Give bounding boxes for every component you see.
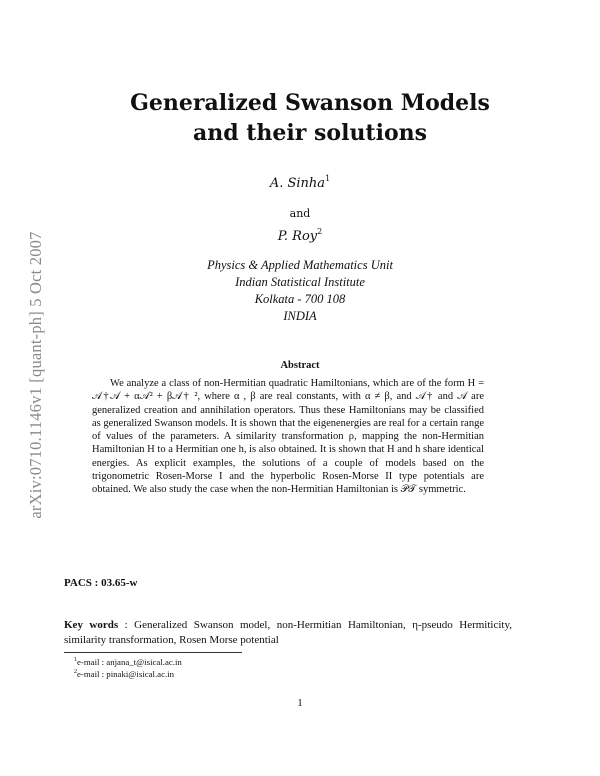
keywords-label: Key words xyxy=(64,619,119,631)
author-1-name: A. Sinha xyxy=(269,176,326,191)
affiliation xyxy=(0,257,600,325)
pacs-code: PACS : 03.65-w xyxy=(64,577,138,589)
title-line-1: Generalized Swanson Models xyxy=(130,90,490,116)
author-2-name: P. Roy xyxy=(277,229,318,244)
abstract-heading: Abstract xyxy=(280,360,320,371)
footnote-2 xyxy=(74,668,182,680)
footnote-1 xyxy=(74,656,182,668)
footnote-mark: 1 xyxy=(74,657,77,663)
affiliation-line: Physics & Applied Mathematics Unit xyxy=(207,258,393,272)
author-2-footnote-mark: 2 xyxy=(317,227,323,236)
affiliation-line: Indian Statistical Institute xyxy=(235,275,365,289)
keywords-text: : Generalized Swanson model, non-Hermitian Hamiltonian, η-pseudo Hermiticity, similarity transformation, Rosen Morse potential xyxy=(64,619,512,646)
paper-title xyxy=(80,88,540,148)
footnote-divider xyxy=(64,652,242,653)
affiliation-line: Kolkata - 700 108 xyxy=(254,292,346,306)
author-1-footnote-mark: 1 xyxy=(325,174,331,183)
footnote-email: e-mail : pinaki@isical.ac.in xyxy=(77,669,175,679)
page-number: 1 xyxy=(297,697,303,709)
affiliation-line: INDIA xyxy=(283,309,317,323)
author-conjunction: and xyxy=(289,207,311,220)
footnotes xyxy=(74,656,182,680)
footnote-mark: 2 xyxy=(74,669,77,675)
keywords xyxy=(64,618,512,648)
arxiv-identifier-stamp: arXiv:0710.1146v1 [quant-ph] 5 Oct 2007 xyxy=(26,231,45,519)
author-2 xyxy=(0,229,600,244)
abstract-body: We analyze a class of non-Hermitian quadratic Hamiltonians, which are of the form H = 𝒜†𝒜 + α𝒜² + β𝒜† ², where α , β are real constants, with α ≠ β, and 𝒜† and 𝒜 are generalized creation and annihilation operators. Thus these Hamiltonians may be classified as generalized Swanson models. It is shown that the eigenenergies are real for a certain range of values of the parameters. A similarity transformation ρ, mapping the non-Hermitian Hamiltonian H to a Hermitian one h, is also obtained. It is shown that H and h share identical energies. As explicit examples, the solutions of a couple of models based on the trigonometric Rosen-Morse I and the hyperbolic Rosen-Morse II type potentials are obtained. We also study the case when the non-Hermitian Hamiltonian is 𝒫𝒯 symmetric. xyxy=(92,378,484,496)
title-line-2: and their solutions xyxy=(192,120,428,146)
footnote-email: e-mail : anjana_t@isical.ac.in xyxy=(77,657,182,667)
author-1 xyxy=(0,176,600,191)
